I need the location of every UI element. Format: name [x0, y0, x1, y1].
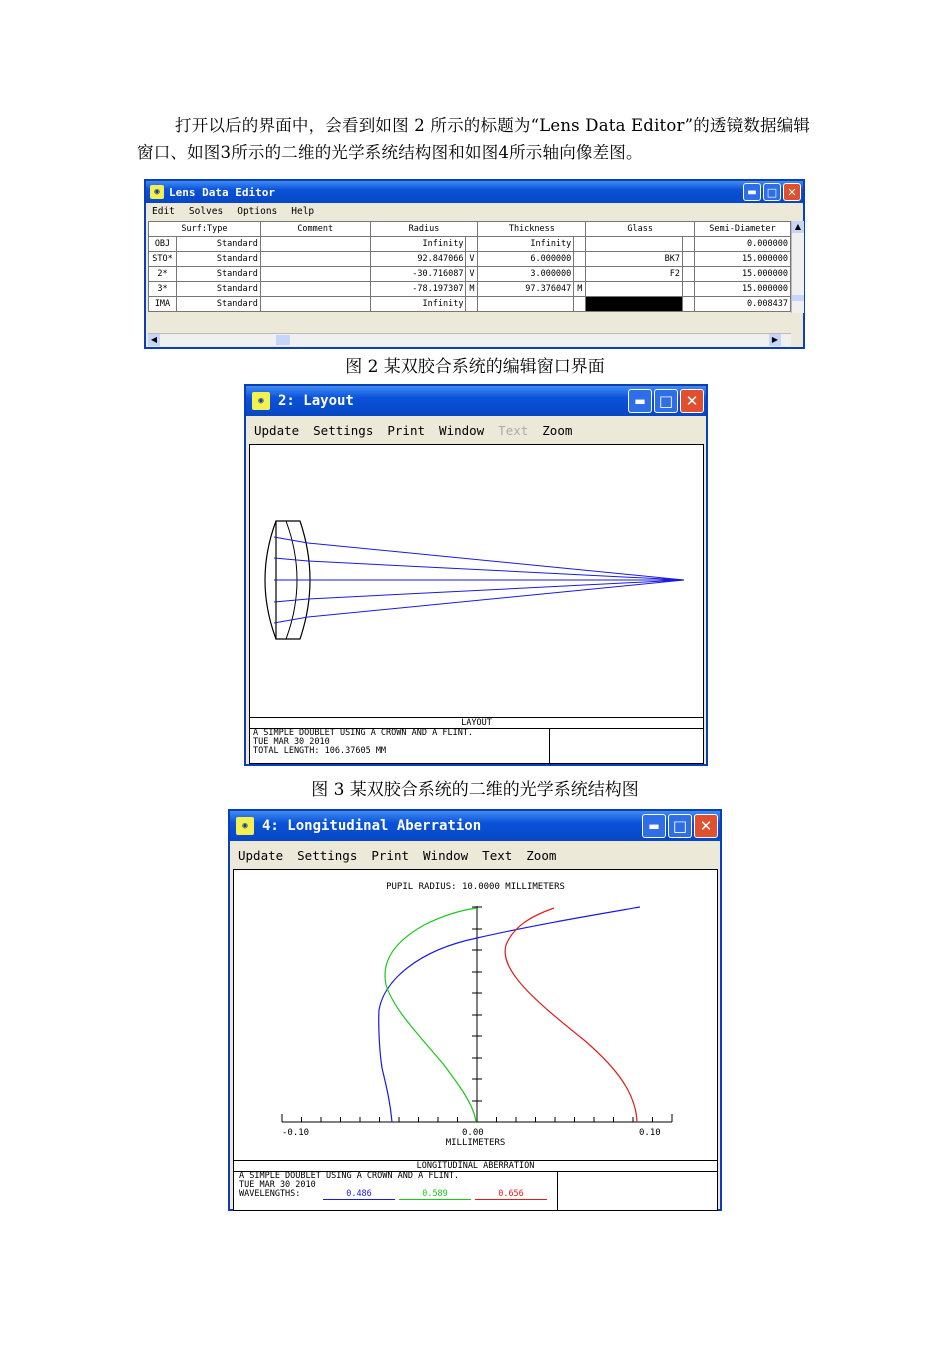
- menu-update[interactable]: Update: [254, 423, 300, 438]
- horizontal-scrollbar[interactable]: [148, 333, 791, 346]
- aberration-plot: [234, 870, 717, 1160]
- x-axis-ticks: [282, 1114, 672, 1122]
- legend-wavelength-0.486: 0.486: [323, 1190, 395, 1200]
- table-row[interactable]: [149, 267, 791, 282]
- cell-surf[interactable]: 3*: [149, 282, 177, 297]
- layout-canvas: [249, 444, 704, 764]
- cell-radius-solve[interactable]: [466, 297, 478, 312]
- lens-data-editor-window: [144, 179, 805, 349]
- cell-semi-diameter[interactable]: 15.000000: [695, 282, 791, 297]
- wavelengths-label: WAVELENGTHS:: [239, 1189, 301, 1199]
- aberration-title: 4: Longitudinal Aberration: [262, 818, 482, 834]
- layout-title: 2: Layout: [278, 393, 354, 409]
- cell-glass[interactable]: F2: [586, 267, 683, 282]
- menu-edit[interactable]: Edit: [152, 206, 175, 217]
- cell-comment[interactable]: [260, 252, 370, 267]
- cell-thickness[interactable]: 97.376047: [478, 282, 574, 297]
- menu-solves[interactable]: Solves: [188, 206, 224, 217]
- legend-wavelength-0.589: 0.589: [399, 1190, 471, 1200]
- cell-thickness-solve[interactable]: [574, 237, 586, 252]
- col-header-surf-type: Surf:Type: [149, 222, 261, 237]
- scroll-right-icon[interactable]: ▶: [769, 334, 781, 346]
- x-axis-unit: MILLIMETERS: [445, 1138, 506, 1148]
- cell-semi-diameter[interactable]: 0.000000: [695, 237, 791, 252]
- cell-thickness[interactable]: 6.000000: [478, 252, 574, 267]
- cell-glass[interactable]: [586, 237, 683, 252]
- minimize-icon[interactable]: ▬: [628, 389, 652, 413]
- aberration-window: [228, 809, 722, 1211]
- cell-glass-solve[interactable]: [683, 297, 695, 312]
- menu-update[interactable]: Update: [238, 848, 284, 863]
- col-header-glass: Glass: [586, 222, 695, 237]
- cell-thickness[interactable]: Infinity: [478, 237, 574, 252]
- cell-glass[interactable]: [586, 282, 683, 297]
- legend-wavelength-0.656: 0.656: [475, 1190, 547, 1200]
- maximize-icon[interactable]: □: [668, 814, 692, 838]
- menu-window[interactable]: Window: [439, 423, 485, 438]
- cell-comment[interactable]: [260, 267, 370, 282]
- table-row[interactable]: [149, 237, 791, 252]
- cell-type[interactable]: Standard: [176, 237, 260, 252]
- figure-2-caption: 图 2 某双胶合系统的编辑窗口界面: [345, 357, 605, 377]
- menu-print[interactable]: Print: [387, 423, 426, 438]
- cell-radius[interactable]: Infinity: [370, 237, 466, 252]
- maximize-icon[interactable]: □: [654, 389, 678, 413]
- table-row[interactable]: [149, 252, 791, 267]
- layout-menubar: [246, 416, 706, 442]
- cell-semi-diameter[interactable]: 0.008437: [695, 297, 791, 312]
- col-header-comment: Comment: [260, 222, 370, 237]
- x-tick-label-center: 0.00: [462, 1128, 484, 1138]
- layout-drawing: [250, 445, 705, 717]
- x-tick-label-right: 0.10: [639, 1128, 661, 1138]
- cell-semi-diameter[interactable]: 15.000000: [695, 267, 791, 282]
- cell-radius-solve[interactable]: V: [466, 252, 478, 267]
- lde-menubar: [146, 203, 803, 220]
- cell-radius-solve[interactable]: M: [466, 282, 478, 297]
- cell-glass[interactable]: [586, 297, 683, 312]
- maximize-icon[interactable]: □: [763, 183, 781, 201]
- cell-glass-solve[interactable]: [683, 282, 695, 297]
- table-row[interactable]: [149, 297, 791, 312]
- layout-titlebar[interactable]: [246, 386, 706, 416]
- cell-thickness-solve[interactable]: [574, 252, 586, 267]
- ray-fan: [274, 537, 684, 623]
- menu-options[interactable]: Options: [237, 206, 278, 217]
- close-icon[interactable]: ✕: [783, 183, 801, 201]
- lde-title: Lens Data Editor: [169, 185, 275, 199]
- menu-zoom[interactable]: Zoom: [542, 423, 573, 438]
- app-logo-icon: ◉: [252, 392, 270, 410]
- vertical-scrollbar[interactable]: [791, 221, 804, 313]
- menu-zoom[interactable]: Zoom: [526, 848, 557, 863]
- app-logo-icon: ◉: [150, 185, 164, 199]
- cell-type[interactable]: Standard: [176, 252, 260, 267]
- plot-title: PUPIL RADIUS: 10.0000 MILLIMETERS: [386, 882, 565, 892]
- lde-titlebar[interactable]: [146, 181, 803, 203]
- cell-radius[interactable]: Infinity: [370, 297, 466, 312]
- cell-glass-solve[interactable]: [683, 252, 695, 267]
- curve-0.656: [505, 908, 637, 1122]
- cell-radius[interactable]: -78.197307: [370, 282, 466, 297]
- layout-box-title: LAYOUT: [250, 718, 703, 729]
- cell-surf[interactable]: 2*: [149, 267, 177, 282]
- cell-thickness[interactable]: [478, 297, 574, 312]
- cell-type[interactable]: Standard: [176, 282, 260, 297]
- layout-info-line: TOTAL LENGTH: 106.37605 MM: [253, 746, 387, 756]
- aberration-info-line: TUE MAR 30 2010: [239, 1180, 316, 1190]
- cell-glass[interactable]: BK7: [586, 252, 683, 267]
- menu-settings[interactable]: Settings: [297, 848, 358, 863]
- curve-0.589: [385, 908, 477, 1122]
- cell-comment[interactable]: [260, 237, 370, 252]
- minimize-icon[interactable]: ▬: [642, 814, 666, 838]
- minimize-icon[interactable]: ▬: [743, 183, 761, 201]
- cell-comment[interactable]: [260, 297, 370, 312]
- menu-text[interactable]: Text: [482, 848, 513, 863]
- layout-info-line: A SIMPLE DOUBLET USING A CROWN AND A FLINT.: [253, 728, 474, 738]
- cell-glass-solve[interactable]: [683, 267, 695, 282]
- menu-print[interactable]: Print: [371, 848, 410, 863]
- aberration-info-line: A SIMPLE DOUBLET USING A CROWN AND A FLINT.: [239, 1171, 460, 1181]
- menu-settings[interactable]: Settings: [313, 423, 374, 438]
- col-header-thickness: Thickness: [478, 222, 586, 237]
- layout-info-box: [250, 717, 703, 764]
- aberration-menubar: [230, 841, 720, 867]
- close-icon[interactable]: ✕: [680, 389, 704, 413]
- cell-type[interactable]: Standard: [176, 267, 260, 282]
- x-tick-label-left: -0.10: [282, 1128, 310, 1138]
- layout-window: [244, 384, 708, 766]
- cell-semi-diameter[interactable]: 15.000000: [695, 252, 791, 267]
- cell-thickness-solve[interactable]: [574, 267, 586, 282]
- figure-3-caption: 图 3 某双胶合系统的二维的光学系统结构图: [311, 780, 639, 800]
- cell-surf[interactable]: STO*: [149, 252, 177, 267]
- menu-text[interactable]: Text: [498, 423, 529, 438]
- cell-surf[interactable]: IMA: [149, 297, 177, 312]
- cell-radius[interactable]: -30.716087: [370, 267, 466, 282]
- scroll-left-icon[interactable]: ◀: [148, 334, 160, 346]
- cell-surf[interactable]: OBJ: [149, 237, 177, 252]
- cell-comment[interactable]: [260, 282, 370, 297]
- aberration-box-title: LONGITUDINAL ABERRATION: [234, 1161, 717, 1172]
- cell-type[interactable]: Standard: [176, 297, 260, 312]
- menu-help[interactable]: Help: [291, 206, 315, 217]
- scroll-thumb[interactable]: [276, 335, 290, 345]
- table-header-row: [149, 222, 791, 237]
- scroll-thumb[interactable]: [792, 295, 804, 301]
- cell-thickness[interactable]: 3.000000: [478, 267, 574, 282]
- table-row[interactable]: [149, 282, 791, 297]
- layout-info-line: TUE MAR 30 2010: [253, 737, 330, 747]
- cell-radius-solve[interactable]: V: [466, 267, 478, 282]
- col-header-semi-diameter: Semi-Diameter: [695, 222, 791, 237]
- cell-glass-solve[interactable]: [683, 237, 695, 252]
- cell-radius[interactable]: 92.847066: [370, 252, 466, 267]
- close-icon[interactable]: ✕: [694, 814, 718, 838]
- aberration-info-box: [234, 1160, 717, 1211]
- aberration-titlebar[interactable]: [230, 811, 720, 841]
- app-logo-icon: ◉: [236, 817, 254, 835]
- aberration-canvas: [233, 869, 718, 1211]
- intro-paragraph: 打开以后的界面中，会看到如图 2 所示的标题为“Lens Data Editor”的透镜数据编辑窗口、如图3所示的二维的光学系统结构图和如图4所示轴向像差图。: [137, 116, 811, 162]
- col-header-radius: Radius: [370, 222, 478, 237]
- cell-thickness-solve[interactable]: M: [574, 282, 586, 297]
- cell-thickness-solve[interactable]: [574, 297, 586, 312]
- menu-window[interactable]: Window: [423, 848, 469, 863]
- scroll-up-icon[interactable]: ▲: [792, 221, 804, 233]
- cell-radius-solve[interactable]: [466, 237, 478, 252]
- lens-data-table: [148, 221, 791, 312]
